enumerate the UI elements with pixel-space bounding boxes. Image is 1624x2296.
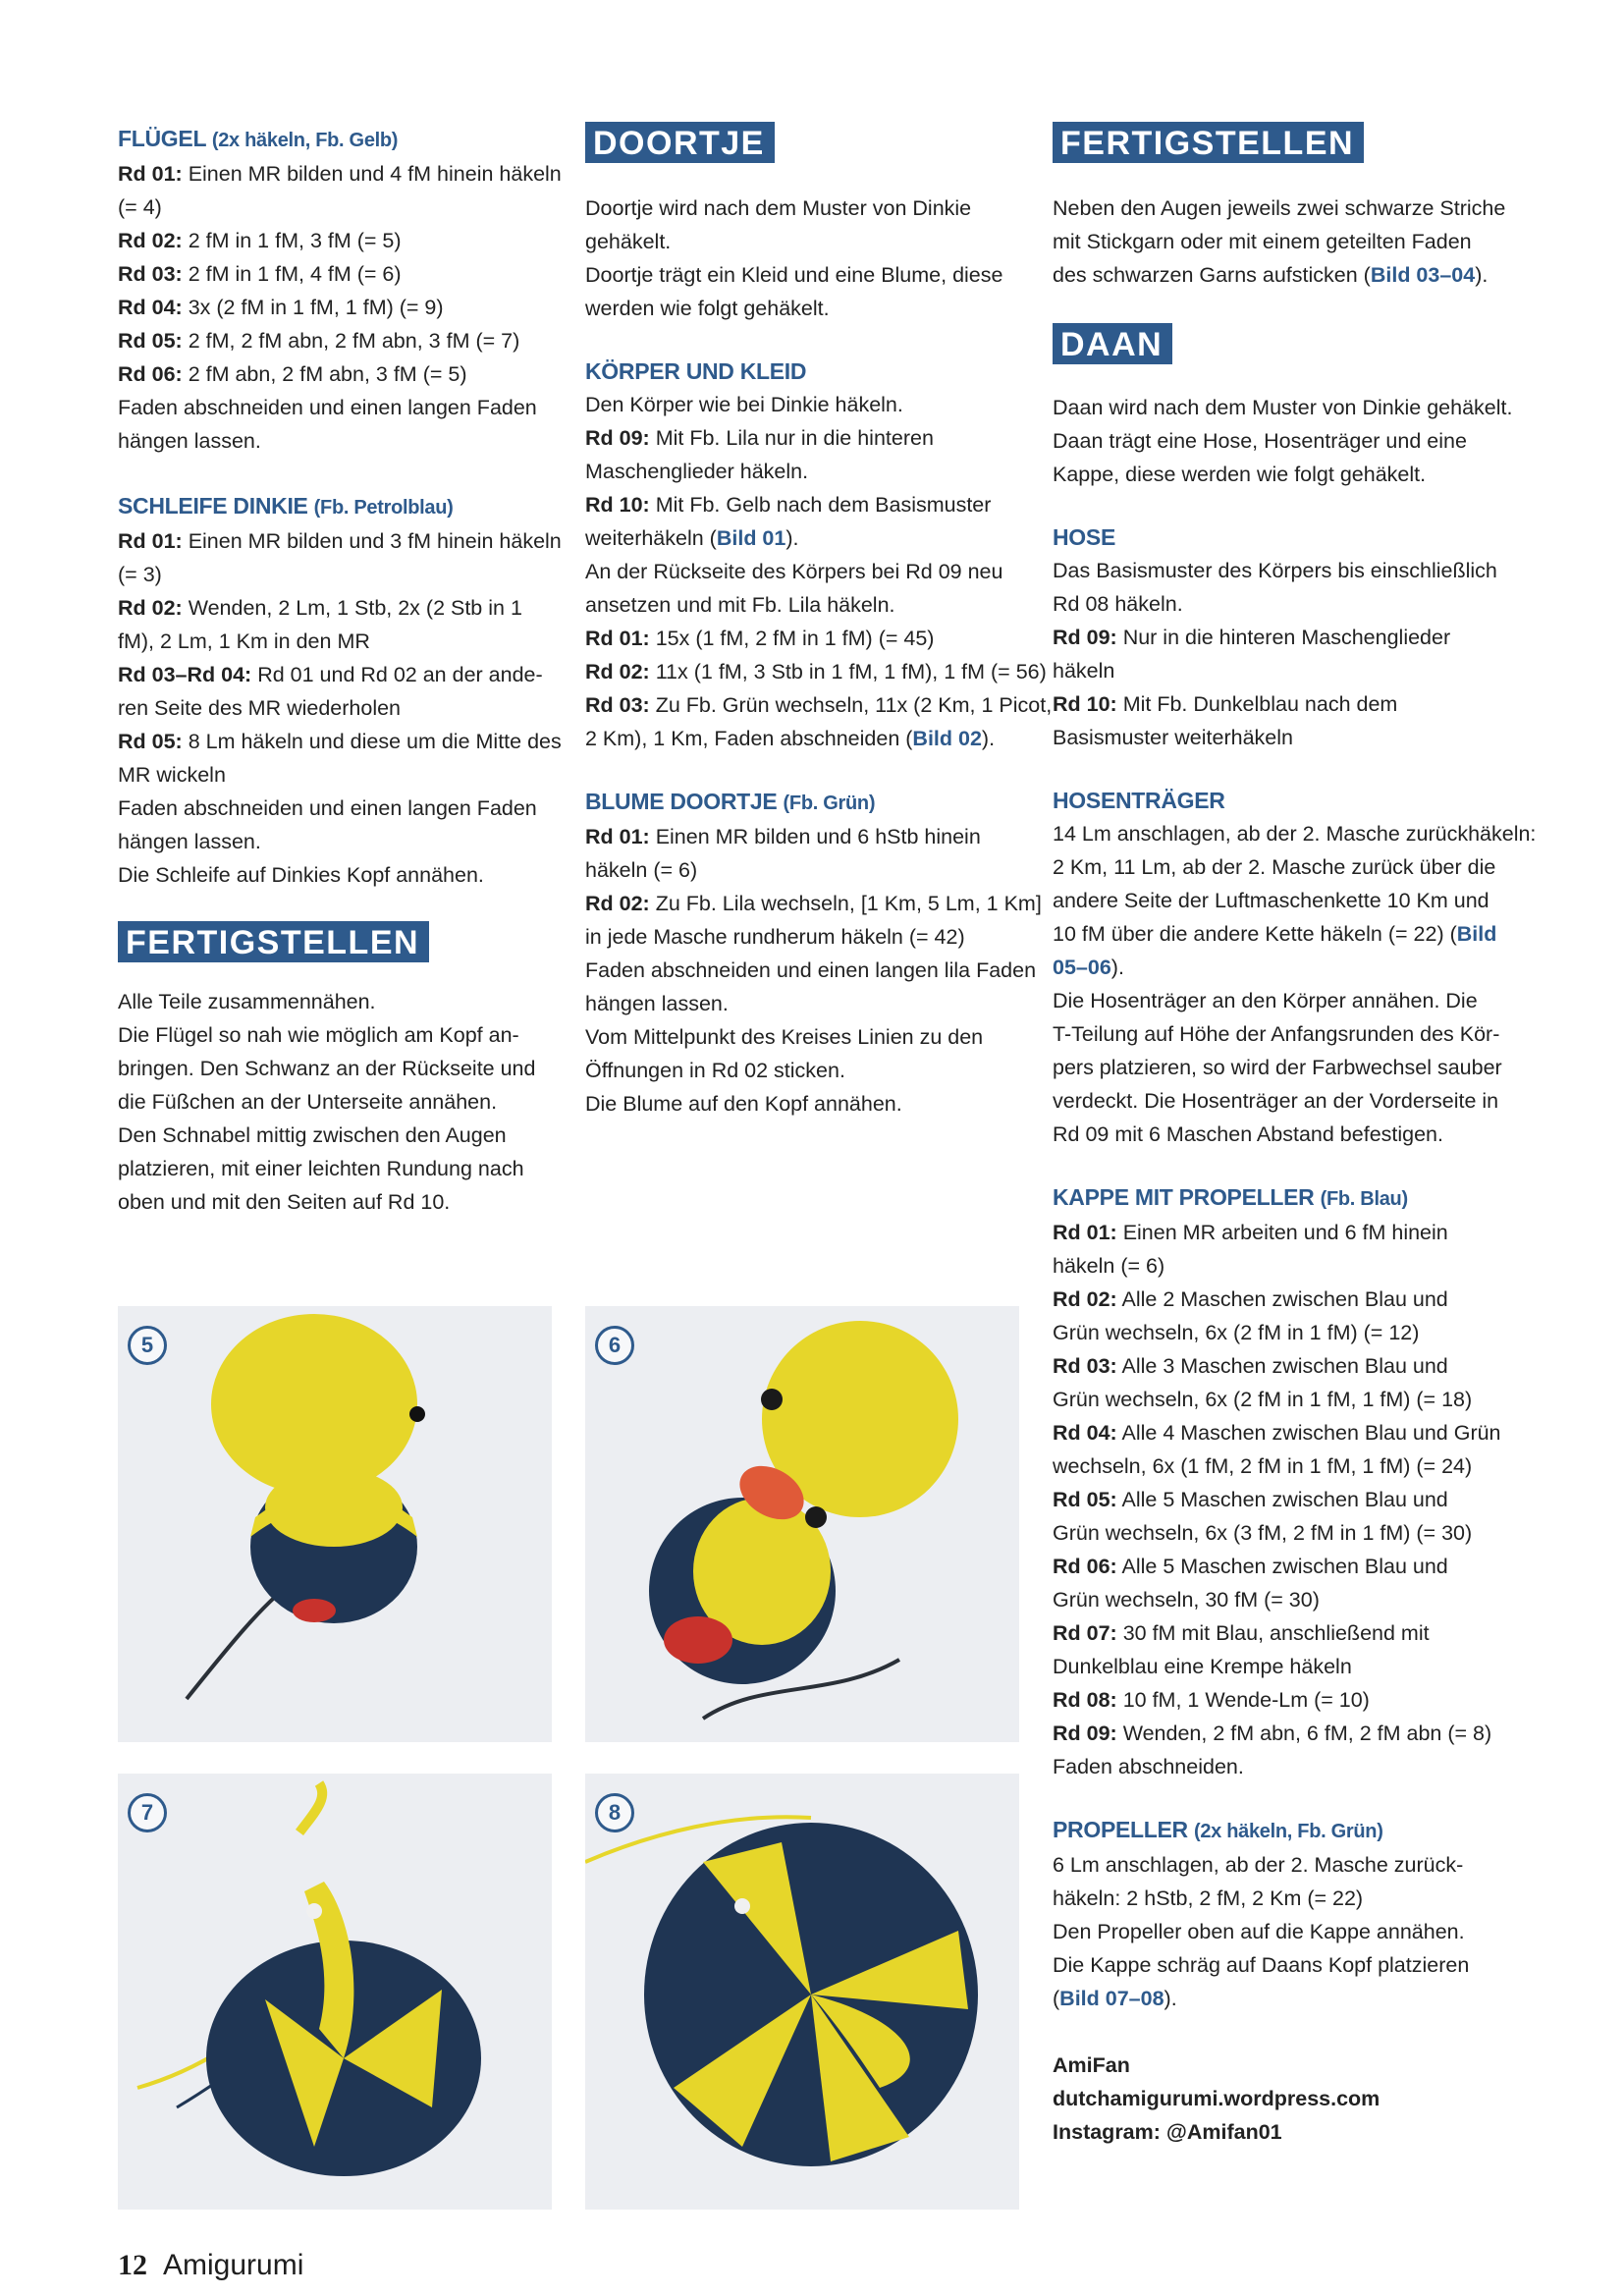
fluegel-line — [118, 324, 550, 357]
schleife-line-key: Rd 05: — [118, 730, 183, 753]
column-right — [1053, 0, 1537, 2149]
section-title-blume: BLUME DOORTJE (Fb. Grün) — [585, 789, 876, 814]
blume-line-text: Einen MR bilden und 6 hStb hinein — [649, 825, 981, 848]
schleife-line — [118, 825, 550, 858]
blume-line-text: Die Blume auf den Kopf annähen. — [585, 1092, 902, 1116]
koerper-line — [585, 622, 1027, 655]
section-title-hose: HOSE — [1053, 524, 1115, 550]
page-footer — [118, 2249, 303, 2282]
blume-line — [585, 1054, 1027, 1087]
fertigstellen-line-text: Neben den Augen jeweils zwei schwarze Striche — [1053, 196, 1506, 220]
figure-reference: Bild 07–08 — [1059, 1987, 1164, 2010]
kappe-line-text: Alle 4 Maschen zwischen Blau und Grün — [1116, 1421, 1501, 1445]
kappe-line-text: häkeln (= 6) — [1053, 1254, 1165, 1278]
kappe-line-key: Rd 03: — [1053, 1354, 1117, 1378]
koerper-line — [585, 421, 1027, 455]
hose-line-text: Mit Fb. Dunkelblau nach dem — [1116, 692, 1398, 716]
kappe-line-key: Rd 04: — [1053, 1421, 1117, 1445]
koerper-line — [585, 521, 1027, 555]
schleife-line-text: Die Schleife auf Dinkies Kopf annähen. — [118, 863, 484, 887]
propeller-line — [1053, 1948, 1494, 1982]
koerper-line-text: Mit Fb. Lila nur in die hinteren — [649, 426, 934, 450]
hose-line — [1053, 554, 1497, 587]
kappe-line — [1053, 1283, 1494, 1316]
fertigstellen-line: Alle Teile zusammennähen. — [118, 990, 376, 1013]
kappe-line-key: Rd 05: — [1053, 1488, 1117, 1511]
photo-badge-6: 6 — [595, 1326, 634, 1365]
koerper-line-text: 2 Km), 1 Km, Faden abschneiden ( — [585, 727, 913, 750]
fluegel-line-text: (= 4) — [118, 195, 162, 219]
hose-line — [1053, 687, 1494, 721]
figure-reference: Bild 02 — [912, 727, 982, 750]
fertigstellen-line — [1053, 258, 1494, 292]
koerper-line-key: Rd 10: — [585, 493, 650, 517]
koerper-line-text: Zu Fb. Grün wechseln, 11x (2 Km, 1 Picot, — [649, 693, 1053, 717]
koerper-line-text: Maschenglieder häkeln. — [585, 460, 809, 483]
schleife-line-text: MR wickeln — [118, 763, 226, 787]
hosentraeger-line-text: T-Teilung auf Höhe der Anfangsrunden des Kör- — [1053, 1022, 1500, 1046]
blume-line — [585, 853, 1027, 887]
hose-line-key: Rd 09: — [1053, 626, 1117, 649]
hosentraeger-line — [1053, 1084, 1499, 1118]
schleife-line — [118, 591, 550, 625]
fluegel-line — [118, 157, 562, 191]
hosentraeger-line — [1053, 884, 1494, 917]
fluegel-line-text: 2 fM in 1 fM, 3 fM (= 5) — [182, 229, 402, 252]
propeller-line-text: 6 Lm anschlagen, ab der 2. Masche zurück- — [1053, 1853, 1464, 1877]
koerper-line-text: Den Körper wie bei Dinkie häkeln. — [585, 393, 903, 416]
author-line: AmiFan — [1053, 2053, 1130, 2077]
photo-badge-5: 5 — [128, 1326, 167, 1365]
section-title-propeller: PROPELLER (2x häkeln, Fb. Grün) — [1053, 1817, 1383, 1842]
hosentraeger-line-end: ). — [1110, 956, 1124, 979]
kappe-line — [1053, 1316, 1494, 1349]
photo-8 — [585, 1774, 1019, 2210]
daan-intro-line: Daan wird nach dem Muster von Dinkie gehäkelt. — [1053, 396, 1513, 419]
hose-line — [1053, 587, 1494, 621]
fluegel-line — [118, 191, 550, 224]
schleife-line — [118, 524, 562, 558]
kappe-line-text: Alle 2 Maschen zwischen Blau und — [1116, 1287, 1448, 1311]
kappe-line — [1053, 1616, 1494, 1650]
section-title-fluegel: FLÜGEL (2x häkeln, Fb. Gelb) — [118, 126, 399, 151]
kappe-line — [1053, 1516, 1494, 1550]
schleife-line — [118, 792, 550, 825]
blume-line — [585, 987, 1027, 1020]
hose-line — [1053, 654, 1494, 687]
fertigstellen-line-text: mit Stickgarn oder mit einem geteilten Faden — [1053, 230, 1472, 253]
schleife-line — [118, 625, 550, 658]
fluegel-line — [118, 424, 550, 458]
kappe-line — [1053, 1717, 1494, 1750]
fertigstellen-line — [1053, 225, 1494, 258]
koerper-line — [585, 655, 1047, 688]
fluegel-line-key: Rd 03: — [118, 262, 183, 286]
schleife-line-text: Einen MR bilden und 3 fM hinein häkeln — [182, 529, 562, 553]
blume-line-text: Öffnungen in Rd 02 sticken. — [585, 1059, 845, 1082]
kappe-line — [1053, 1216, 1494, 1249]
hosentraeger-line — [1053, 850, 1494, 884]
schleife-line-key: Rd 02: — [118, 596, 183, 620]
koerper-line-text: Mit Fb. Gelb nach dem Basismuster — [649, 493, 992, 517]
hose-line-text: Das Basismuster des Körpers bis einschließlich — [1053, 559, 1497, 582]
doortje-intro-line: werden wie folgt gehäkelt. — [585, 297, 830, 320]
koerper-line-text: 11x (1 fM, 3 Stb in 1 fM, 1 fM), 1 fM (= 56) — [649, 660, 1047, 683]
author-line: Instagram: @Amifan01 — [1053, 2120, 1282, 2144]
koerper-line — [585, 388, 1027, 421]
author-line: dutchamigurumi.wordpress.com — [1053, 2087, 1380, 2110]
koerper-line-key: Rd 03: — [585, 693, 650, 717]
daan-intro-line: Daan trägt eine Hose, Hosenträger und eine — [1053, 429, 1467, 453]
koerper-line — [585, 455, 1027, 488]
hosentraeger-line-text: verdeckt. Die Hosenträger an der Vorderseite in — [1053, 1089, 1499, 1113]
kappe-line — [1053, 1416, 1501, 1449]
hosentraeger-line-text: pers platzieren, so wird der Farbwechsel sauber — [1053, 1056, 1502, 1079]
koerper-line — [585, 688, 1053, 722]
section-title-kappe: KAPPE MIT PROPELLER (Fb. Blau) — [1053, 1184, 1408, 1210]
hosentraeger-line-text: 10 fM über die andere Kette häkeln (= 22) ( — [1053, 922, 1457, 946]
hosentraeger-line — [1053, 1017, 1500, 1051]
fertigstellen-line: die Füßchen an der Unterseite annähen. — [118, 1090, 498, 1114]
schleife-line-text: Faden abschneiden und einen langen Faden — [118, 796, 537, 820]
koerper-line-end: ). — [785, 526, 799, 550]
schleife-line-text: Rd 01 und Rd 02 an der ande- — [251, 663, 543, 686]
schleife-line-text: 8 Lm häkeln und diese um die Mitte des — [182, 730, 562, 753]
hose-line — [1053, 721, 1494, 754]
hosentraeger-line-text: andere Seite der Luftmaschenkette 10 Km und — [1053, 889, 1489, 912]
kappe-line-key: Rd 02: — [1053, 1287, 1117, 1311]
propeller-line — [1053, 1882, 1494, 1915]
fertigstellen-line: bringen. Den Schwanz an der Rückseite und — [118, 1057, 536, 1080]
schleife-line-key: Rd 01: — [118, 529, 183, 553]
kappe-line — [1053, 1650, 1494, 1683]
koerper-line-end: ). — [981, 727, 996, 750]
propeller-line-end: ). — [1164, 1987, 1177, 2010]
figure-reference: Bild — [1456, 922, 1497, 946]
kappe-line-key: Rd 08: — [1053, 1688, 1117, 1712]
fluegel-line-key: Rd 05: — [118, 329, 183, 353]
hosentraeger-line — [1053, 984, 1494, 1017]
kappe-line-text: Einen MR arbeiten und 6 fM hinein — [1116, 1221, 1448, 1244]
photo-5 — [118, 1306, 552, 1742]
kappe-line-text: Dunkelblau eine Krempe häkeln — [1053, 1655, 1352, 1678]
hosentraeger-line — [1053, 817, 1537, 850]
blume-line-text: Vom Mittelpunkt des Kreises Linien zu den — [585, 1025, 984, 1049]
blume-line — [585, 954, 1037, 987]
schleife-line — [118, 658, 550, 691]
kappe-line-text: Alle 5 Maschen zwischen Blau und — [1116, 1555, 1448, 1578]
schleife-line — [118, 758, 550, 792]
blume-line-text: hängen lassen. — [585, 992, 729, 1015]
blume-line-key: Rd 02: — [585, 892, 650, 915]
hosentraeger-line — [1053, 951, 1494, 984]
section-title-hosentraeger: HOSENTRÄGER — [1053, 788, 1225, 813]
koerper-line — [585, 588, 1027, 622]
fluegel-line-text: 2 fM abn, 2 fM abn, 3 fM (= 5) — [182, 362, 467, 386]
kappe-line-text: Grün wechseln, 6x (2 fM in 1 fM) (= 12) — [1053, 1321, 1420, 1344]
hosentraeger-line — [1053, 917, 1497, 951]
hosentraeger-line-text: 14 Lm anschlagen, ab der 2. Masche zurückhäkeln: — [1053, 822, 1537, 846]
kappe-line — [1053, 1550, 1494, 1583]
schleife-line-text: (= 3) — [118, 563, 162, 586]
hosentraeger-line-text: Rd 09 mit 6 Maschen Abstand befestigen. — [1053, 1122, 1443, 1146]
hose-line-text: häkeln — [1053, 659, 1115, 683]
kappe-line-text: Alle 5 Maschen zwischen Blau und — [1116, 1488, 1448, 1511]
photo-6 — [585, 1306, 1019, 1742]
kappe-line — [1053, 1383, 1494, 1416]
blume-line — [585, 920, 1027, 954]
banner-daan: DAAN — [1053, 323, 1494, 365]
blume-line-key: Rd 01: — [585, 825, 650, 848]
kappe-line — [1053, 1683, 1494, 1717]
kappe-line-text: Wenden, 2 fM abn, 6 fM, 2 fM abn (= 8) — [1116, 1722, 1492, 1745]
fluegel-line-text: 3x (2 fM in 1 fM, 1 fM) (= 9) — [182, 296, 444, 319]
fertigstellen-line: Den Schnabel mittig zwischen den Augen — [118, 1123, 507, 1147]
fluegel-line — [118, 357, 550, 391]
fluegel-line — [118, 291, 550, 324]
kappe-line — [1053, 1249, 1494, 1283]
blume-line-text: in jede Masche rundherum häkeln (= 42) — [585, 925, 965, 949]
fluegel-line-text: Einen MR bilden und 4 fM hinein häkeln — [182, 162, 562, 186]
magazine-name: Amigurumi — [163, 2249, 304, 2281]
banner-doortje: DOORTJE — [585, 122, 1027, 164]
blume-line — [585, 887, 1042, 920]
koerper-line — [585, 488, 1027, 521]
kappe-line — [1053, 1750, 1494, 1783]
koerper-line-text: An der Rückseite des Körpers bei Rd 09 neu — [585, 560, 1003, 583]
fluegel-line-key: Rd 06: — [118, 362, 183, 386]
fluegel-line-text: 2 fM in 1 fM, 4 fM (= 6) — [182, 262, 402, 286]
figure-reference: Bild 01 — [716, 526, 786, 550]
fluegel-line-key: Rd 01: — [118, 162, 183, 186]
propeller-line-text: häkeln: 2 hStb, 2 fM, 2 Km (= 22) — [1053, 1886, 1364, 1910]
propeller-line-text: Die Kappe schräg auf Daans Kopf platzieren — [1053, 1953, 1470, 1977]
blume-line-text: Faden abschneiden und einen langen lila Faden — [585, 958, 1037, 982]
blume-line — [585, 1020, 1027, 1054]
fluegel-line — [118, 224, 550, 257]
figure-reference: Bild 03–04 — [1370, 263, 1476, 287]
propeller-line — [1053, 1915, 1494, 1948]
koerper-line-text: 15x (1 fM, 2 fM in 1 fM) (= 45) — [649, 627, 935, 650]
koerper-line-text: ansetzen und mit Fb. Lila häkeln. — [585, 593, 895, 617]
kappe-line — [1053, 1349, 1494, 1383]
fertigstellen-line-text: des schwarzen Garns aufsticken ( — [1053, 263, 1371, 287]
kappe-line-key: Rd 01: — [1053, 1221, 1117, 1244]
kappe-line — [1053, 1483, 1494, 1516]
propeller-line-text: ( — [1053, 1987, 1060, 2010]
kappe-line-text: 30 fM mit Blau, anschließend mit — [1116, 1621, 1430, 1645]
fluegel-line — [118, 257, 550, 291]
fluegel-line-text: Faden abschneiden und einen langen Faden — [118, 396, 537, 419]
kappe-line-key: Rd 09: — [1053, 1722, 1117, 1745]
schleife-line — [118, 691, 550, 725]
column-middle — [585, 0, 1053, 1121]
schleife-line-text: fM), 2 Lm, 1 Km in den MR — [118, 629, 370, 653]
koerper-line-key: Rd 01: — [585, 627, 650, 650]
fluegel-line-text: hängen lassen. — [118, 429, 261, 453]
schleife-line — [118, 558, 550, 591]
page-number: 12 — [118, 2249, 147, 2281]
kappe-line-text: Grün wechseln, 6x (2 fM in 1 fM, 1 fM) (= 18) — [1053, 1388, 1473, 1411]
hosentraeger-line — [1053, 1118, 1494, 1151]
fluegel-line-key: Rd 02: — [118, 229, 183, 252]
fertigstellen-line: platzieren, mit einer leichten Rundung nach — [118, 1157, 524, 1180]
schleife-line-text: ren Seite des MR wiederholen — [118, 696, 402, 720]
kappe-line-text: wechseln, 6x (1 fM, 2 fM in 1 fM, 1 fM) (= 24) — [1053, 1454, 1473, 1478]
hose-line-key: Rd 10: — [1053, 692, 1117, 716]
propeller-line — [1053, 1848, 1494, 1882]
koerper-line-key: Rd 02: — [585, 660, 650, 683]
propeller-line — [1053, 1982, 1494, 2015]
kappe-line-text: 10 fM, 1 Wende-Lm (= 10) — [1116, 1688, 1370, 1712]
koerper-line — [585, 555, 1027, 588]
hosentraeger-line — [1053, 1051, 1502, 1084]
koerper-line — [585, 722, 1027, 755]
fluegel-line — [118, 391, 550, 424]
figure-reference: 05–06 — [1053, 956, 1111, 979]
kappe-line-text: Grün wechseln, 6x (3 fM, 2 fM in 1 fM) (= 30) — [1053, 1521, 1473, 1545]
hose-line-text: Basismuster weiterhäkeln — [1053, 726, 1293, 749]
doortje-intro-line: Doortje wird nach dem Muster von Dinkie — [585, 196, 972, 220]
schleife-line-text: hängen lassen. — [118, 830, 261, 853]
photo-badge-8: 8 — [595, 1793, 634, 1832]
fertigstellen-line-end: ). — [1475, 263, 1489, 287]
koerper-line-text: weiterhäkeln ( — [585, 526, 717, 550]
hose-line-text: Nur in die hinteren Maschenglieder — [1116, 626, 1451, 649]
photo-badge-7: 7 — [128, 1793, 167, 1832]
hose-line — [1053, 621, 1494, 654]
fertigstellen-line — [1053, 191, 1506, 225]
fluegel-line-text: 2 fM, 2 fM abn, 2 fM abn, 3 fM (= 7) — [182, 329, 520, 353]
schleife-line-key: Rd 03–Rd 04: — [118, 663, 252, 686]
kappe-line — [1053, 1449, 1494, 1483]
section-title-schleife: SCHLEIFE DINKIE (Fb. Petrolblau) — [118, 493, 454, 519]
kappe-line-key: Rd 06: — [1053, 1555, 1117, 1578]
kappe-line-text: Grün wechseln, 30 fM (= 30) — [1053, 1588, 1320, 1612]
doortje-intro-line: Doortje trägt ein Kleid und eine Blume, diese — [585, 263, 1003, 287]
blume-line — [585, 820, 1027, 853]
photo-7 — [118, 1774, 552, 2210]
doortje-intro-line: gehäkelt. — [585, 230, 672, 253]
koerper-line-key: Rd 09: — [585, 426, 650, 450]
propeller-line-text: Den Propeller oben auf die Kappe annähen. — [1053, 1920, 1465, 1943]
blume-line-text: Zu Fb. Lila wechseln, [1 Km, 5 Lm, 1 Km] — [649, 892, 1042, 915]
hosentraeger-line-text: Die Hosenträger an den Körper annähen. Die — [1053, 989, 1478, 1012]
blume-line — [585, 1087, 1027, 1121]
column-left — [118, 0, 562, 1219]
fertigstellen-line: Die Flügel so nah wie möglich am Kopf an- — [118, 1023, 519, 1047]
schleife-line — [118, 725, 562, 758]
kappe-line-text: Faden abschneiden. — [1053, 1755, 1244, 1778]
schleife-line — [118, 858, 550, 892]
schleife-line-text: Wenden, 2 Lm, 1 Stb, 2x (2 Stb in 1 — [182, 596, 522, 620]
section-title-koerper: KÖRPER UND KLEID — [585, 358, 807, 384]
kappe-line-key: Rd 07: — [1053, 1621, 1117, 1645]
fluegel-line-key: Rd 04: — [118, 296, 183, 319]
fertigstellen-line: oben und mit den Seiten auf Rd 10. — [118, 1190, 451, 1214]
hose-line-text: Rd 08 häkeln. — [1053, 592, 1183, 616]
banner-fertigstellen-2: FERTIGSTELLEN — [1053, 122, 1494, 164]
kappe-line — [1053, 1583, 1494, 1616]
blume-line-text: häkeln (= 6) — [585, 858, 698, 882]
head-yellow — [211, 1314, 417, 1495]
daan-intro-line: Kappe, diese werden wie folgt gehäkelt. — [1053, 463, 1427, 486]
banner-fertigstellen: FERTIGSTELLEN — [118, 921, 550, 963]
kappe-line-text: Alle 3 Maschen zwischen Blau und — [1116, 1354, 1448, 1378]
hosentraeger-line-text: 2 Km, 11 Lm, ab der 2. Masche zurück über die — [1053, 855, 1496, 879]
